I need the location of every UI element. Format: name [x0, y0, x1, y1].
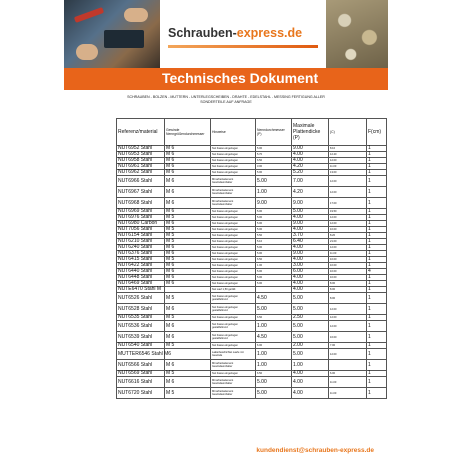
table-cell: Nut Lauf 1,50 geröllt	[211, 287, 256, 293]
table-cell: NUT6376 Stahl	[117, 251, 165, 257]
table-cell: 5.00	[256, 388, 292, 399]
table-cell: 1	[367, 221, 387, 227]
table-cell: 2.00	[292, 343, 329, 349]
title-band	[64, 68, 388, 90]
table-cell: Nut Fasso eingezogen	[211, 343, 256, 349]
table-cell: NUT6962 Stahl	[117, 170, 165, 176]
table-row	[117, 198, 387, 209]
table-cell: 1	[367, 281, 387, 287]
table-cell: 1	[367, 332, 387, 343]
table-cell: M 6	[165, 360, 211, 371]
table-cell: 8.10	[329, 146, 367, 152]
table-cell: 1	[367, 360, 387, 371]
table-cell: 6.40	[292, 239, 329, 245]
table-cell: 1.00	[292, 360, 329, 371]
table-cell: 5.00	[256, 269, 292, 275]
table-cell: 6.50	[256, 257, 292, 263]
table-cell: 11.00	[329, 251, 367, 257]
table-cell: 5.00	[256, 209, 292, 215]
table-cell: 19.50	[329, 209, 367, 215]
table-cell: Nut Fasso eingezogen	[211, 239, 256, 245]
table-cell: 1	[367, 215, 387, 221]
table-cell: Mit arbeitselement Gewindeeinhaber	[211, 388, 256, 399]
table-cell: Nut Fasso eingezogen	[211, 269, 256, 275]
table-cell: NUT6958 Stahl	[117, 158, 165, 164]
table-cell: M 6	[165, 263, 211, 269]
table-cell: 6.50	[256, 315, 292, 321]
table-cell: 1.00	[256, 349, 292, 360]
table-cell: NUT6415 Stahl	[117, 257, 165, 263]
brand-underline	[168, 45, 318, 48]
table-cell: NUT6240 Stahl	[117, 245, 165, 251]
spec-table	[116, 118, 387, 399]
table-cell: 8.00	[329, 281, 367, 287]
table-cell: 11.00	[329, 164, 367, 170]
table-header-cell: Nenndurchmesser (P)	[256, 119, 292, 146]
table-cell: M 6	[165, 245, 211, 251]
table-cell: 5.00	[292, 321, 329, 332]
table-cell: NUT6976 Stahl	[117, 215, 165, 221]
table-cell: M 5	[165, 239, 211, 245]
table-cell: 1	[367, 158, 387, 164]
table-cell: Nut Fasso eingezogen	[211, 281, 256, 287]
table-cell: NUT6154 Stahl	[117, 233, 165, 239]
table-cell: M 6	[165, 209, 211, 215]
table-cell: NUT7056 Stahl	[117, 227, 165, 233]
table-cell: NUT6469 Stahl	[117, 281, 165, 287]
table-cell: 5.00	[256, 227, 292, 233]
table-cell: 5.10	[256, 239, 292, 245]
table-cell: 6.00	[256, 343, 292, 349]
table-cell: 8.00	[329, 287, 367, 293]
table-cell: Nut Fasso eingezogen	[211, 227, 256, 233]
table-cell: 5.00	[256, 146, 292, 152]
table-cell: M 6	[165, 146, 211, 152]
table-cell: 4.00	[292, 152, 329, 158]
table-cell: NUT6953 Stahl	[117, 152, 165, 158]
table-cell: Nut Fasso eingezogen	[211, 245, 256, 251]
table-cell: 4.00	[292, 275, 329, 281]
table-cell: 3.70	[292, 233, 329, 239]
table-cell: M 5	[165, 388, 211, 399]
table-cell: 1	[367, 251, 387, 257]
table-cell: 12.00	[329, 187, 367, 198]
table-cell: M 5	[165, 315, 211, 321]
table-cell: M 6	[165, 251, 211, 257]
table-cell: 4.20	[292, 187, 329, 198]
table-cell: 12.00	[329, 158, 367, 164]
table-cell: 1	[367, 315, 387, 321]
table-cell: 16.00	[329, 332, 367, 343]
table-cell: 9.00	[292, 221, 329, 227]
table-header-cell: F(cm)	[367, 119, 387, 146]
table-cell: 12.00	[329, 215, 367, 221]
footer-email-link[interactable]: kundendienst@schrauben-express.de	[256, 447, 374, 454]
table-cell: 5.50	[256, 233, 292, 239]
table-cell: NUT6566 Stahl	[117, 360, 165, 371]
table-cell: 4.00	[292, 281, 329, 287]
table-cell: 1	[367, 170, 387, 176]
table-cell: 1	[367, 187, 387, 198]
table-cell: 6.50	[256, 371, 292, 377]
table-cell: 5.00	[292, 332, 329, 343]
table-header-cell: (C)	[329, 119, 367, 146]
table-cell: 5.00	[256, 221, 292, 227]
table-cell: 6.00	[329, 371, 367, 377]
header-banner	[64, 0, 388, 68]
table-cell: M 6	[165, 187, 211, 198]
table-row	[117, 332, 387, 343]
table-cell: Nut Fasso eingezogen	[211, 209, 256, 215]
table-cell: Nut Fasso eingezogen	[211, 371, 256, 377]
table-cell: NUT6968 Stahl	[117, 198, 165, 209]
table-cell: NUT6569 Stahl	[117, 371, 165, 377]
table-cell: 7.00	[292, 176, 329, 187]
table-cell: 13.00	[329, 170, 367, 176]
table-cell: 17.00	[329, 198, 367, 209]
table-cell: 1	[367, 233, 387, 239]
table-cell: 12.00	[329, 315, 367, 321]
table-cell: Nut Fasso eingezogen gestaffeltrund	[211, 304, 256, 315]
table-row	[117, 304, 387, 315]
table-cell: M 5	[165, 371, 211, 377]
table-cell: 12.00	[329, 176, 367, 187]
table-cell: 1	[367, 257, 387, 263]
table-row	[117, 349, 387, 360]
header-photo-screws	[326, 0, 388, 68]
table-cell: Lakierbeschichtet Laufe mit Gewinde	[211, 349, 256, 360]
table-cell: Mit arbeitselement Gewindeeinhaber	[211, 187, 256, 198]
table-cell	[329, 360, 367, 371]
table-cell: 1.00	[256, 263, 292, 269]
table-row	[117, 360, 387, 371]
table-cell: NUT6448 Stahl	[117, 275, 165, 281]
table-cell: 9.00	[292, 198, 329, 209]
table-cell: 4	[367, 269, 387, 275]
table-cell: 12.00	[329, 321, 367, 332]
table-cell: 1	[367, 321, 387, 332]
table-cell: M 6	[165, 170, 211, 176]
table-cell: 5.00	[256, 245, 292, 251]
table-cell: NUT6961 Stahl	[117, 164, 165, 170]
table-cell: 9.00	[256, 198, 292, 209]
table-cell: 3.00	[292, 263, 329, 269]
table-cell: 10.00	[329, 263, 367, 269]
table-cell: 1	[367, 349, 387, 360]
document-title: Technisches Dokument	[162, 70, 319, 86]
table-cell: NUT6536 Stahl	[117, 321, 165, 332]
table-cell: 8.20	[329, 233, 367, 239]
table-cell: M 6	[165, 275, 211, 281]
table-cell: Nut Fasso eingezogen gestaffeltrund	[211, 321, 256, 332]
table-cell: Nut Fasso eingezogen	[211, 170, 256, 176]
table-cell: 5.00	[256, 304, 292, 315]
table-cell: 4.50	[256, 332, 292, 343]
table-cell: Nut Fasso eingezogen	[211, 221, 256, 227]
table-cell: 5.00	[256, 377, 292, 388]
table-cell: 12.00	[329, 349, 367, 360]
table-cell: 21.00	[329, 239, 367, 245]
table-cell: M 6	[165, 164, 211, 170]
table-cell: 5.70	[256, 152, 292, 158]
table-cell: Mit arbeitselement Gewindeeinhaber	[211, 360, 256, 371]
table-cell: 4.00	[292, 371, 329, 377]
table-cell: 2.50	[292, 315, 329, 321]
table-cell: Mit arbeitselement Gewindeeinhaber	[211, 198, 256, 209]
table-cell: 4.20	[292, 164, 329, 170]
table-cell: 1	[367, 164, 387, 170]
table-cell: 6.00	[292, 269, 329, 275]
table-cell: NUT6980 Carbon	[117, 221, 165, 227]
table-header-row	[117, 119, 387, 146]
table-cell: 1	[367, 388, 387, 399]
table-header-cell: Hinweise	[211, 119, 256, 146]
table-cell: 5.00	[256, 170, 292, 176]
table-cell: 9.00	[292, 251, 329, 257]
table-cell: M 5	[165, 257, 211, 263]
table-cell: NUTE6470 Stahl M	[117, 287, 165, 293]
table-cell: 4.00	[292, 215, 329, 221]
table-cell: M 6	[165, 269, 211, 275]
table-cell: NUT6720 Stahl	[117, 388, 165, 399]
table-cell: 1	[367, 343, 387, 349]
table-cell: NUT6210 Stahl	[117, 239, 165, 245]
table-cell: NUT6969 Stahl	[117, 209, 165, 215]
table-cell: 9.00	[292, 146, 329, 152]
table-cell: Mit arbeitselement Gewindeeinhaber	[211, 176, 256, 187]
table-cell: NUT6540 Stahl	[117, 343, 165, 349]
table-cell: 1	[367, 293, 387, 304]
table-cell: 1	[367, 146, 387, 152]
table-cell: M 6	[165, 152, 211, 158]
table-cell: M 5	[165, 215, 211, 221]
table-cell: 4.00	[292, 158, 329, 164]
table-cell: M 6	[165, 377, 211, 388]
table-cell: NUT6616 Stahl	[117, 377, 165, 388]
table-row	[117, 176, 387, 187]
document-page	[64, 0, 388, 452]
table-cell: NUT6528 Stahl	[117, 304, 165, 315]
table-cell: Nut Fasso eingezogen	[211, 263, 256, 269]
table-cell: Nut Fasso eingezogen	[211, 215, 256, 221]
table-cell: 4.00	[292, 227, 329, 233]
table-cell: Nut Fasso eingezogen	[211, 315, 256, 321]
brand-logo	[160, 0, 326, 68]
table-cell: M 5	[165, 293, 211, 304]
table-cell: 10.00	[329, 257, 367, 263]
table-cell: 10.00	[329, 269, 367, 275]
table-cell: M 6	[165, 198, 211, 209]
table-cell: 1	[367, 198, 387, 209]
table-cell: NUT6952 Stahl	[117, 146, 165, 152]
table-cell: 1	[367, 209, 387, 215]
table-cell: Nut Fasso eingezogen	[211, 251, 256, 257]
table-cell: 4.50	[256, 293, 292, 304]
table-cell: 11.00	[329, 377, 367, 388]
table-cell: M 6	[165, 304, 211, 315]
table-cell: 5.00	[256, 281, 292, 287]
table-cell: M 6	[165, 321, 211, 332]
table-cell: NUT6967 Stahl	[117, 187, 165, 198]
table-cell: Nut Fasso eingezogen	[211, 164, 256, 170]
table-cell: 4.00	[292, 388, 329, 399]
table-cell: NUT6526 Stahl	[117, 293, 165, 304]
table-cell: 1.00	[256, 321, 292, 332]
table-cell: 4.00	[292, 245, 329, 251]
table-cell: MUTTER6546 Stahl M6	[117, 349, 165, 360]
table-cell: 4.00	[292, 377, 329, 388]
table-cell: M 5	[165, 233, 211, 239]
table-cell: 5.00	[292, 349, 329, 360]
table-cell: NUT6539 Stahl	[117, 332, 165, 343]
table-cell: 10.00	[329, 227, 367, 233]
table-cell: 5.00	[256, 215, 292, 221]
table-cell: 4.00	[292, 287, 329, 293]
table-cell: 12.20	[329, 152, 367, 158]
table-cell: 1	[367, 239, 387, 245]
table-cell: 1.00	[256, 360, 292, 371]
table-header-cell: Maximale Plattendicke (P)	[292, 119, 329, 146]
table-cell: M 6	[165, 221, 211, 227]
table-header-cell: Gewinde Nenngrößendurchmesser	[165, 119, 211, 146]
product-range-subtitle: SCHRAUBEN - BOLZEN - MUTTERN - UNTERLEGSCHEIBEN - DRAHTE - EDELSTAHL - MESSING FERTIGUNG ALLER SONDERTEILE AUF ANFRAGE	[127, 95, 325, 104]
table-cell: 12.00	[329, 245, 367, 251]
table-cell: Nut Fasso eingezogen	[211, 275, 256, 281]
table-cell: 3.00	[256, 164, 292, 170]
table-cell: 1	[367, 275, 387, 281]
table-cell: M 6	[165, 158, 211, 164]
table-cell: 12.00	[329, 221, 367, 227]
table-cell: NUT6535 Stahl	[117, 315, 165, 321]
table-cell: Nut Fasso eingezogen	[211, 146, 256, 152]
table-cell: 7.00	[329, 343, 367, 349]
table-cell: 1	[367, 377, 387, 388]
table-cell: M 5	[165, 227, 211, 233]
table-cell: NUT6966 Stahl	[117, 176, 165, 187]
table-cell: Nut Fasso eingezogen	[211, 233, 256, 239]
table-cell: 5.00	[292, 293, 329, 304]
table-cell: 5.00	[292, 209, 329, 215]
table-cell: 5.00	[292, 304, 329, 315]
table-cell: 1.00	[256, 187, 292, 198]
table-cell: 6.50	[256, 158, 292, 164]
table-cell: 1	[367, 263, 387, 269]
footer	[64, 439, 388, 457]
table-cell: Nut Fasso eingezogen gestaffeltrund	[211, 332, 256, 343]
table-cell: Nut Fasso eingezogen gestaffeltrund	[211, 293, 256, 304]
table-cell: Nut Fasso eingezogen	[211, 152, 256, 158]
table-cell: 12.00	[329, 304, 367, 315]
table-header-cell: Referenz/material	[117, 119, 165, 146]
table-cell: M 6	[165, 332, 211, 343]
header-photo-workbench	[64, 0, 160, 68]
table-cell: Nut Fasso eingezogen	[211, 158, 256, 164]
table-cell: 1	[367, 176, 387, 187]
table-cell: 8.00	[329, 293, 367, 304]
table-cell	[165, 349, 211, 360]
table-cell: 5.00	[256, 275, 292, 281]
table-cell: Mit arbeitselement Gewindeeinhaber	[211, 377, 256, 388]
table-cell: 1	[367, 304, 387, 315]
table-row	[117, 293, 387, 304]
table-cell: 10.00	[329, 275, 367, 281]
table-cell: 5.20	[292, 170, 329, 176]
table-cell: 1	[367, 287, 387, 293]
table-row	[117, 321, 387, 332]
table-cell: 1	[367, 152, 387, 158]
table-row	[117, 187, 387, 198]
table-cell: 4.00	[292, 257, 329, 263]
table-cell: 11.00	[329, 388, 367, 399]
table-cell: M 5	[165, 343, 211, 349]
table-cell: 5.00	[256, 176, 292, 187]
table-cell: M 6	[165, 176, 211, 187]
brand-wordmark: Schrauben-express.de	[168, 26, 303, 40]
table-cell: 1	[367, 245, 387, 251]
table-cell: 1	[367, 371, 387, 377]
table-cell: NUT6440 Stahl	[117, 269, 165, 275]
table-row	[117, 377, 387, 388]
table-row	[117, 388, 387, 399]
table-cell: NUT6422 Stahl	[117, 263, 165, 269]
table-cell: 5.00	[256, 251, 292, 257]
table-cell: 1	[367, 227, 387, 233]
table-cell: M 6	[165, 281, 211, 287]
table-cell: Nut Fasso eingezogen	[211, 257, 256, 263]
